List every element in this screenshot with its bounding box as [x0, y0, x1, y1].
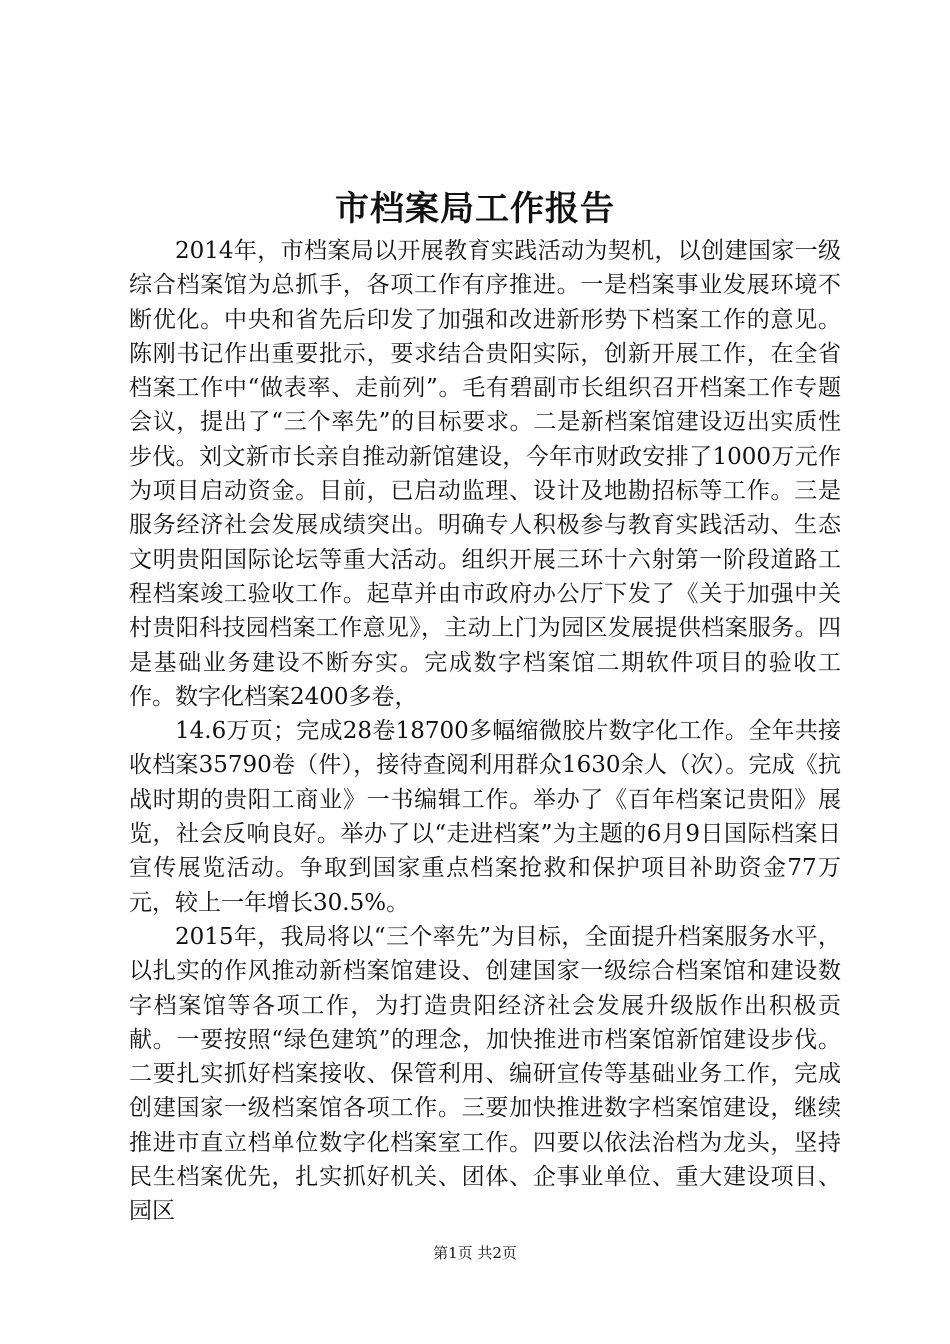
document-body	[129, 234, 841, 1229]
paragraph-1: 2014年，市档案局以开展教育实践活动为契机，以创建国家一级综合档案馆为总抓手，各项工作有序推进。一是档案事业发展环境不断优化。中央和省先后印发了加强和改进新形势下档案工作的意见。陈刚书记作出重要批示，要求结合贵阳实际，创新开展工作，在全省档案工作中“做表率、走前列”。毛有碧副市长组织召开档案工作专题会议，提出了“三个率先”的目标要求。二是新档案馆建设迈出实质性步伐。刘文新市长亲自推动新馆建设，今年市财政安排了1000万元作为项目启动资金。目前，已启动监理、设计及地勘招标等工作。三是服务经济社会发展成绩突出。明确专人积极参与教育实践活动、生态文明贵阳国际论坛等重大活动。组织开展三环十六射第一阶段道路工程档案竣工验收工作。起草并由市政府办公厅下发了《关于加强中关村贵阳科技园档案工作意见》，主动上门为园区发展提供档案服务。四是基础业务建设不断夯实。完成数字档案馆二期软件项目的验收工作。数字化档案2400多卷，	[129, 238, 841, 710]
page-footer: 第1页 共2页	[433, 1244, 517, 1262]
document-title: 市档案局工作报告	[335, 189, 615, 229]
paragraph-3: 2015年，我局将以“三个率先”为目标，全面提升档案服务水平，以扎实的作风推动新档案馆建设、创建国家一级综合档案馆和建设数字档案馆等各项工作，为打造贵阳经济社会发展升级版作出积极贡献。一要按照“绿色建筑”的理念，加快推进市档案馆新馆建设步伐。二要扎实抓好档案接收、保管利用、编研宣传等基础业务工作，完成创建国家一级档案馆各项工作。三要加快推进数字档案馆建设，继续推进市直立档单位数字化档案室工作。四要以依法治档为龙头，坚持民生档案优先，扎实抓好机关、团体、企事业单位、重大建设项目、园区	[129, 923, 841, 1225]
paragraph-2: 14.6万页；完成28卷18700多幅缩微胶片数字化工作。全年共接收档案35790卷（件），接待查阅利用群众1630余人（次）。完成《抗战时期的贵阳工商业》一书编辑工作。举办了《百年档案记贵阳》展览，社会反响良好。举办了以“走进档案”为主题的6月9日国际档案日宣传展览活动。争取到国家重点档案抢救和保护项目补助资金77万元，较上一年增长30.5%。	[129, 718, 841, 916]
